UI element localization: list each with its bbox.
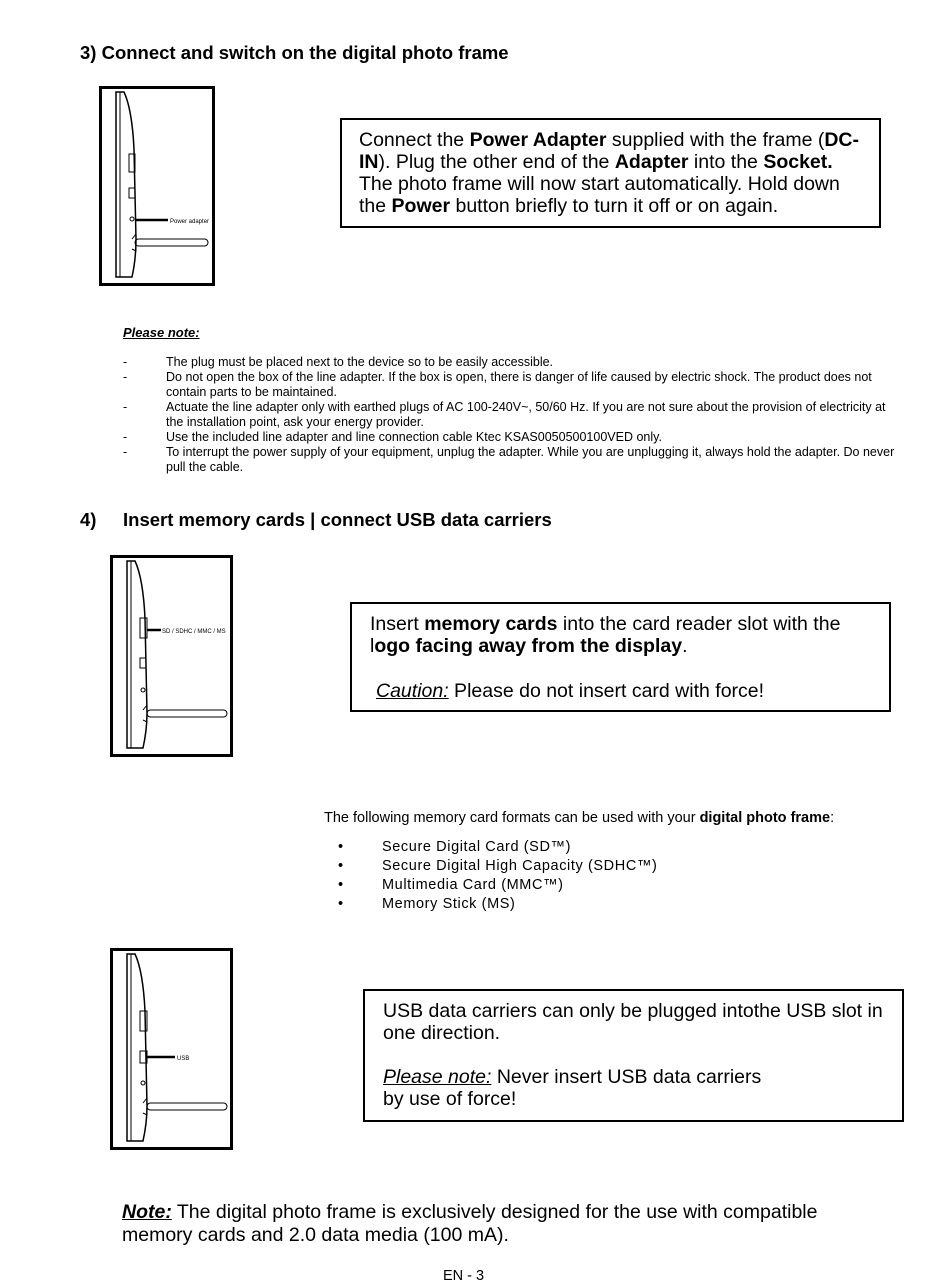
power-adapter-instructions: Connect the Power Adapter supplied with the frame (DC-IN). Plug the other end of the Adapter into the Socket. The photo frame will now start automatically. Hold down the Power button briefly to turn it off or on again. — [359, 129, 859, 217]
memory-card-instructions-box — [350, 602, 891, 712]
list-item: • Secure Digital High Capacity (SDHC™) — [338, 858, 658, 874]
usb-note-line: Please note: Never insert USB data carriers by use of force! — [383, 1066, 762, 1110]
photo-frame-side-illustration — [113, 951, 230, 1147]
please-note-list — [123, 355, 895, 475]
please-note-heading: Please note: — [123, 325, 200, 340]
power-adapter-callout: Power adapter — [170, 219, 210, 225]
card-slot-callout: SD / SDHC / MMC / MS — [162, 629, 226, 635]
list-item: - Actuate the line adapter only with earthed plugs of AC 100-240V~, 50/60 Hz. If you are not sure about the provision of electricity at the installation point, ask your energy provider. — [123, 400, 886, 429]
compatibility-note: Note: The digital photo frame is exclusively designed for the use with compatible memory cards and 2.0 data media (100 mA). — [122, 1201, 818, 1246]
photo-frame-side-illustration — [102, 89, 212, 283]
photo-frame-side-illustration — [113, 558, 230, 754]
page-number: EN - 3 — [443, 1268, 485, 1284]
memory-card-instructions: Insert memory cards into the card reader slot with the logo facing away from the display. — [370, 613, 841, 657]
caution-line: Caution: Please do not insert card with force! — [376, 680, 765, 702]
section-4-title: Insert memory cards | connect USB data carriers — [123, 509, 552, 530]
list-item: - To interrupt the power supply of your equipment, unplug the adapter. While you are unplugging it, always hold the adapter. Do never pull the cable. — [123, 445, 895, 474]
list-item: • Memory Stick (MS) — [338, 896, 516, 912]
usb-slot-callout: USB — [177, 1056, 190, 1062]
usb-instructions: USB data carriers can only be plugged intothe USB slot in one direction. — [383, 1000, 883, 1044]
card-formats-intro: The following memory card formats can be used with your digital photo frame: — [324, 810, 835, 826]
usb-instructions-box — [363, 989, 904, 1122]
usb-figure — [110, 948, 233, 1150]
list-item: - Do not open the box of the line adapter. If the box is open, there is danger of life caused by electric shock. The product does not contain parts to be maintained. — [123, 370, 872, 399]
memory-card-figure — [110, 555, 233, 757]
power-adapter-figure — [99, 86, 215, 286]
list-item: • Secure Digital Card (SD™) — [338, 839, 572, 855]
card-formats-list — [338, 838, 657, 914]
section-3-title: 3) Connect and switch on the digital photo frame — [80, 42, 509, 63]
caution-label: Caution: — [376, 680, 449, 702]
list-item: - Use the included line adapter and line connection cable Ktec KSAS0050500100VED only. — [123, 430, 662, 444]
list-item: - The plug must be placed next to the device so to be easily accessible. — [123, 355, 554, 369]
power-adapter-instructions-box — [340, 118, 881, 228]
note-label: Note: — [122, 1201, 172, 1223]
section-4-number: 4) — [80, 509, 97, 530]
list-item: • Multimedia Card (MMC™) — [338, 877, 564, 893]
usb-note-label: Please note: — [383, 1066, 492, 1088]
